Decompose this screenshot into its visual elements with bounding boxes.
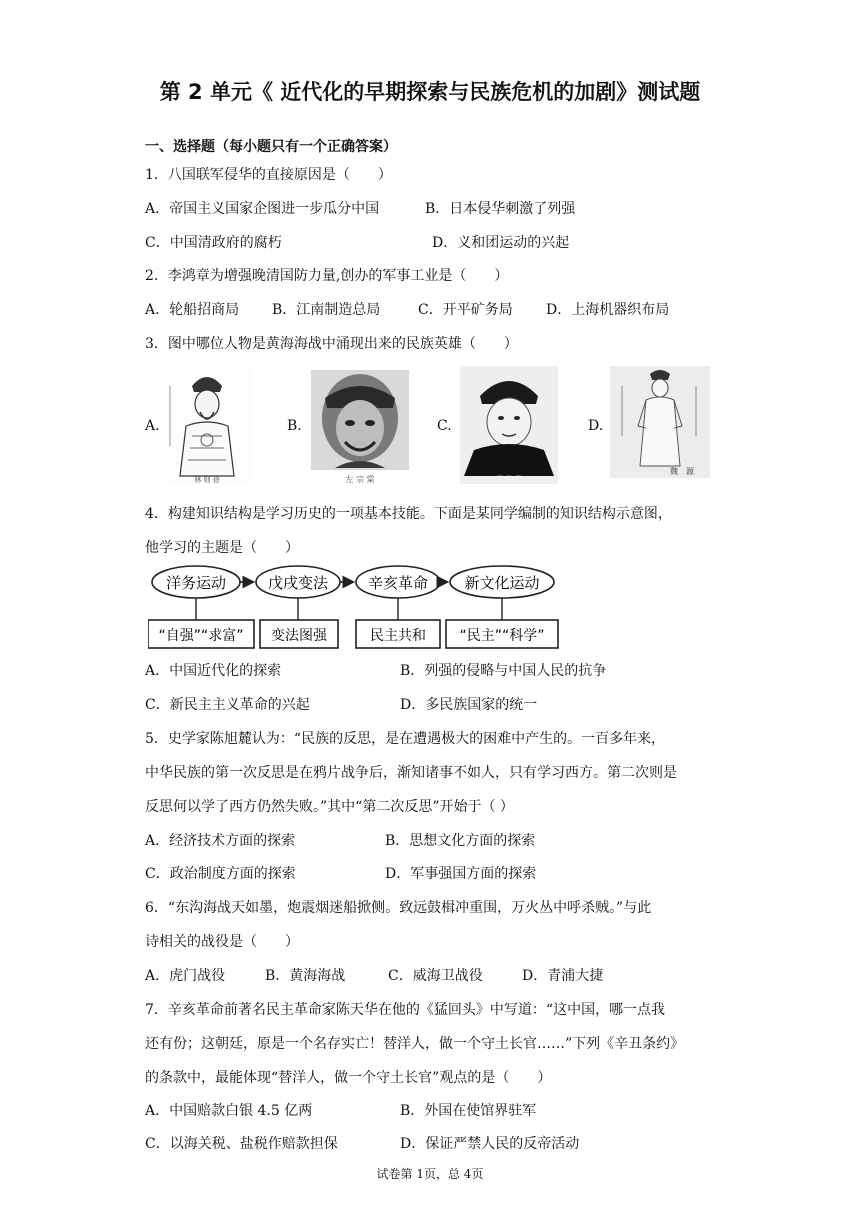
q6-option-b: B．黄海海战 xyxy=(265,968,346,984)
box-label-2: 变法图强 xyxy=(271,628,327,644)
q1-option-d: D．义和团运动的兴起 xyxy=(432,235,570,251)
q7-option-a: A．中国赔款白银 4.5 亿两 xyxy=(145,1103,313,1119)
question-6-stem-line1: 6．“东沟海战天如墨，炮震烟迷船掀侧。致远鼓楫冲重围，万火丛中呼杀贼。”与此 xyxy=(145,900,652,916)
portrait-caption-3: 邓 世 昌 xyxy=(496,475,522,483)
portrait-caption-1: 林 则 徐 xyxy=(194,476,220,484)
q2-option-b: B．江南制造总局 xyxy=(272,302,381,318)
portrait-zuo-zongtang xyxy=(305,368,415,486)
box-label-1: “自强”“求富” xyxy=(158,628,244,644)
q5-option-c: C．政治制度方面的探索 xyxy=(145,866,296,882)
oval-label-3: 辛亥革命 xyxy=(367,574,429,592)
page-footer: 试卷第 1页，总 4页 xyxy=(376,1167,484,1181)
q4-option-c: C．新民主主义革命的兴起 xyxy=(145,697,310,713)
q2-option-d: D．上海机器织布局 xyxy=(546,302,670,318)
portrait-caption-2: 左 宗 棠 xyxy=(345,475,375,484)
section-heading: 一、选择题（每小题只有一个正确答案） xyxy=(145,139,397,155)
q7-option-c: C．以海关税、盐税作赔款担保 xyxy=(145,1136,338,1152)
question-5-stem-line3: 反思何以学了西方仍然失败。”其中“第二次反思”开始于（ ） xyxy=(145,799,514,815)
page-title: 第 2 单元《 近代化的早期探索与民族危机的加剧》测试题 xyxy=(159,80,701,104)
box-label-4: “民主”“科学” xyxy=(459,628,545,644)
oval-label-2: 戊戌变法 xyxy=(267,574,329,592)
q7-option-d: D．保证严禁人民的反帝活动 xyxy=(400,1136,580,1152)
question-6-stem-line2: 诗相关的战役是（ ） xyxy=(145,934,299,950)
question-3-stem: 3．图中哪位人物是黄海海战中涌现出来的民族英雄（ ） xyxy=(145,336,518,352)
q7-option-b: B．外国在使馆界驻军 xyxy=(400,1103,537,1119)
q3-option-c-label: C. xyxy=(437,418,452,434)
q2-option-a: A．轮船招商局 xyxy=(145,302,240,318)
oval-label-1: 洋务运动 xyxy=(165,574,227,592)
q1-option-c: C．中国清政府的腐朽 xyxy=(145,235,282,251)
question-4-stem-line2: 他学习的主题是（ ） xyxy=(145,540,299,556)
portrait-wei-yuan xyxy=(610,366,710,478)
portrait-deng-shichang xyxy=(460,366,558,484)
q4-option-b: B．列强的侵略与中国人民的抗争 xyxy=(400,663,607,679)
question-5-stem-line2: 中华民族的第一次反思是在鸦片战争后，渐知诸事不如人，只有学习西方。第二次则是 xyxy=(145,765,677,781)
question-7-stem-line1: 7．辛亥革命前著名民主革命家陈天华在他的《猛回头》中写道：“这中国，哪一点我 xyxy=(145,1002,666,1018)
question-7-stem-line3: 的条款中，最能体现“替洋人，做一个守土长官”观点的是（ ） xyxy=(145,1070,552,1086)
q5-option-d: D．军事强国方面的探索 xyxy=(385,866,537,882)
q3-option-d-label: D. xyxy=(588,418,604,434)
q1-option-b: B．日本侵华刺激了列强 xyxy=(425,201,576,217)
q4-option-a: A．中国近代化的探索 xyxy=(145,663,282,679)
q3-option-a-label: A. xyxy=(145,418,160,434)
question-5-stem-line1: 5．史学家陈旭麓认为：“民族的反思，是在遭遇极大的困难中产生的。一百多年来， xyxy=(145,731,666,747)
q1-option-a: A．帝国主义国家企图进一步瓜分中国 xyxy=(145,201,380,217)
knowledge-structure-diagram xyxy=(148,563,560,649)
question-4-stem-line1: 4．构建知识结构是学习历史的一项基本技能。下面是某同学编制的知识结构示意图， xyxy=(145,506,672,522)
q6-option-c: C．威海卫战役 xyxy=(388,968,483,984)
q2-option-c: C．开平矿务局 xyxy=(418,302,513,318)
q5-option-a: A．经济技术方面的探索 xyxy=(145,833,296,849)
q5-option-b: B．思想文化方面的探索 xyxy=(385,833,536,849)
portrait-lin-zexu xyxy=(162,366,252,484)
q6-option-a: A．虎门战役 xyxy=(145,968,226,984)
question-1-stem: 1．八国联军侵华的直接原因是（ ） xyxy=(145,167,392,183)
q4-option-d: D．多民族国家的统一 xyxy=(400,697,538,713)
question-7-stem-line2: 还有份；这朝廷，原是一个名存实亡！替洋人，做一个守土长官……”下列《辛丑条约》 xyxy=(145,1036,685,1052)
question-2-stem: 2．李鸿章为增强晚清国防力量,创办的军事工业是（ ） xyxy=(145,268,509,284)
q3-option-b-label: B. xyxy=(287,418,302,434)
box-label-3: 民主共和 xyxy=(370,628,426,644)
oval-label-4: 新文化运动 xyxy=(464,574,540,592)
q6-option-d: D．青浦大捷 xyxy=(522,968,604,984)
portrait-caption-4: 魏 源 xyxy=(670,467,694,476)
